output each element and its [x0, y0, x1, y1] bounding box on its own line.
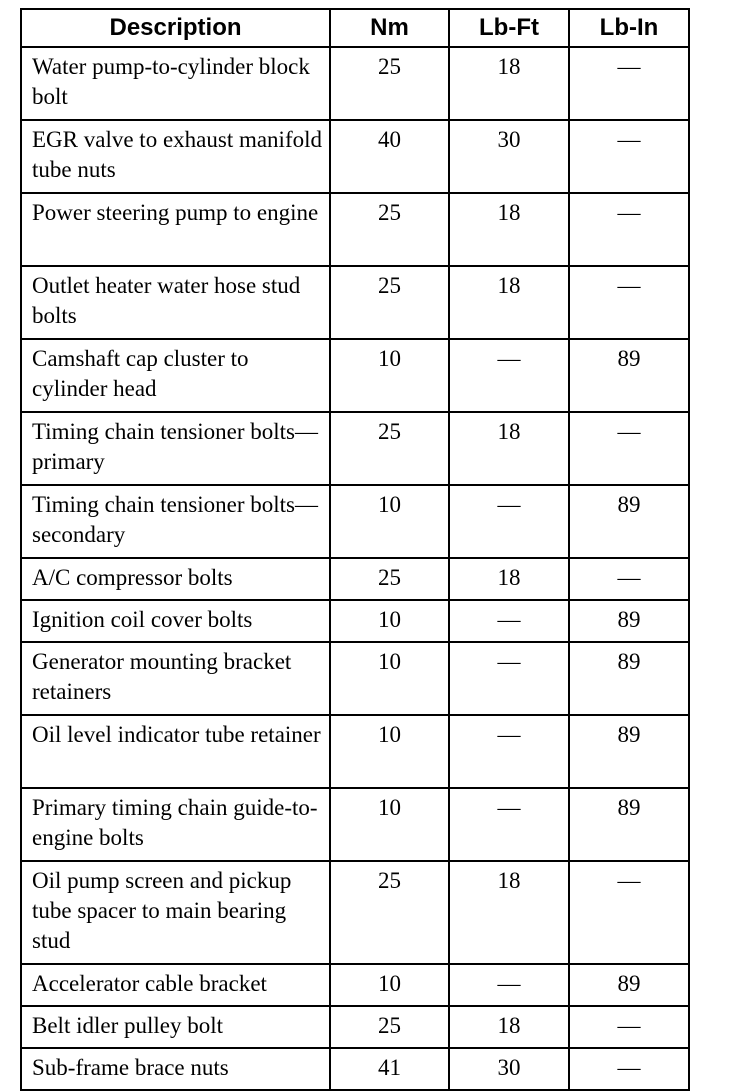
cell-description: EGR valve to exhaust manifold tube nuts — [21, 120, 330, 193]
cell-lb-ft: 18 — [449, 412, 569, 485]
table-row — [21, 715, 689, 788]
cell-description: Outlet heater water hose stud bolts — [21, 266, 330, 339]
cell-lb-ft: 30 — [449, 1048, 569, 1090]
cell-description: Water pump-to-cylinder block bolt — [21, 47, 330, 120]
cell-nm: 25 — [330, 193, 449, 266]
cell-nm: 10 — [330, 339, 449, 412]
cell-lb-in: 89 — [569, 485, 689, 558]
cell-nm: 40 — [330, 120, 449, 193]
table-row — [21, 558, 689, 600]
torque-specifications-table — [20, 8, 690, 1091]
cell-nm: 25 — [330, 558, 449, 600]
cell-description: Oil level indicator tube retainer — [21, 715, 330, 788]
table-row — [21, 642, 689, 715]
cell-lb-in: 89 — [569, 788, 689, 861]
cell-lb-ft: — — [449, 715, 569, 788]
cell-nm: 25 — [330, 266, 449, 339]
cell-description: Generator mounting bracket retainers — [21, 642, 330, 715]
cell-nm: 41 — [330, 1048, 449, 1090]
cell-nm: 25 — [330, 1006, 449, 1048]
cell-lb-in: 89 — [569, 600, 689, 642]
cell-lb-in: — — [569, 1006, 689, 1048]
header-lb-ft: Lb-Ft — [449, 9, 569, 47]
table-row — [21, 1006, 689, 1048]
cell-lb-ft: 18 — [449, 266, 569, 339]
table-row — [21, 412, 689, 485]
cell-nm: 10 — [330, 642, 449, 715]
table-row — [21, 788, 689, 861]
cell-lb-ft: — — [449, 600, 569, 642]
cell-description: Ignition coil cover bolts — [21, 600, 330, 642]
header-lb-in: Lb-In — [569, 9, 689, 47]
cell-lb-ft: 30 — [449, 120, 569, 193]
cell-lb-ft: 18 — [449, 558, 569, 600]
cell-lb-in: — — [569, 1048, 689, 1090]
cell-lb-in: — — [569, 412, 689, 485]
table-row — [21, 339, 689, 412]
cell-description: Camshaft cap cluster to cylinder head — [21, 339, 330, 412]
cell-lb-in: — — [569, 47, 689, 120]
cell-lb-ft: — — [449, 964, 569, 1006]
table-row — [21, 485, 689, 558]
cell-lb-in: — — [569, 120, 689, 193]
cell-description: A/C compressor bolts — [21, 558, 330, 600]
cell-nm: 25 — [330, 47, 449, 120]
table-row — [21, 1048, 689, 1090]
cell-lb-in: — — [569, 558, 689, 600]
table-row — [21, 600, 689, 642]
cell-nm: 10 — [330, 788, 449, 861]
cell-lb-in: 89 — [569, 642, 689, 715]
cell-description: Timing chain tensioner bolts—primary — [21, 412, 330, 485]
cell-nm: 25 — [330, 861, 449, 964]
table-header-row — [21, 9, 689, 47]
cell-nm: 10 — [330, 964, 449, 1006]
cell-lb-in: 89 — [569, 964, 689, 1006]
cell-lb-ft: 18 — [449, 861, 569, 964]
cell-description: Timing chain tensioner bolts—secondary — [21, 485, 330, 558]
cell-nm: 10 — [330, 600, 449, 642]
cell-lb-in: — — [569, 861, 689, 964]
cell-description: Accelerator cable bracket — [21, 964, 330, 1006]
cell-description: Belt idler pulley bolt — [21, 1006, 330, 1048]
cell-lb-in: — — [569, 266, 689, 339]
table-row — [21, 266, 689, 339]
table-row — [21, 964, 689, 1006]
cell-lb-ft: 18 — [449, 1006, 569, 1048]
cell-lb-ft: 18 — [449, 47, 569, 120]
table-row — [21, 861, 689, 964]
cell-lb-in: — — [569, 193, 689, 266]
cell-description: Power steering pump to engine — [21, 193, 330, 266]
cell-lb-in: 89 — [569, 715, 689, 788]
cell-lb-ft: — — [449, 339, 569, 412]
table-row — [21, 120, 689, 193]
cell-lb-in: 89 — [569, 339, 689, 412]
table-row — [21, 193, 689, 266]
cell-lb-ft: — — [449, 642, 569, 715]
cell-nm: 25 — [330, 412, 449, 485]
cell-description: Oil pump screen and pickup tube spacer to main bearing stud — [21, 861, 330, 964]
cell-description: Sub-frame brace nuts — [21, 1048, 330, 1090]
header-description: Description — [21, 9, 330, 47]
cell-description: Primary timing chain guide-to-engine bolts — [21, 788, 330, 861]
cell-lb-ft: — — [449, 788, 569, 861]
cell-nm: 10 — [330, 715, 449, 788]
header-nm: Nm — [330, 9, 449, 47]
cell-lb-ft: 18 — [449, 193, 569, 266]
cell-lb-ft: — — [449, 485, 569, 558]
table-row — [21, 47, 689, 120]
cell-nm: 10 — [330, 485, 449, 558]
